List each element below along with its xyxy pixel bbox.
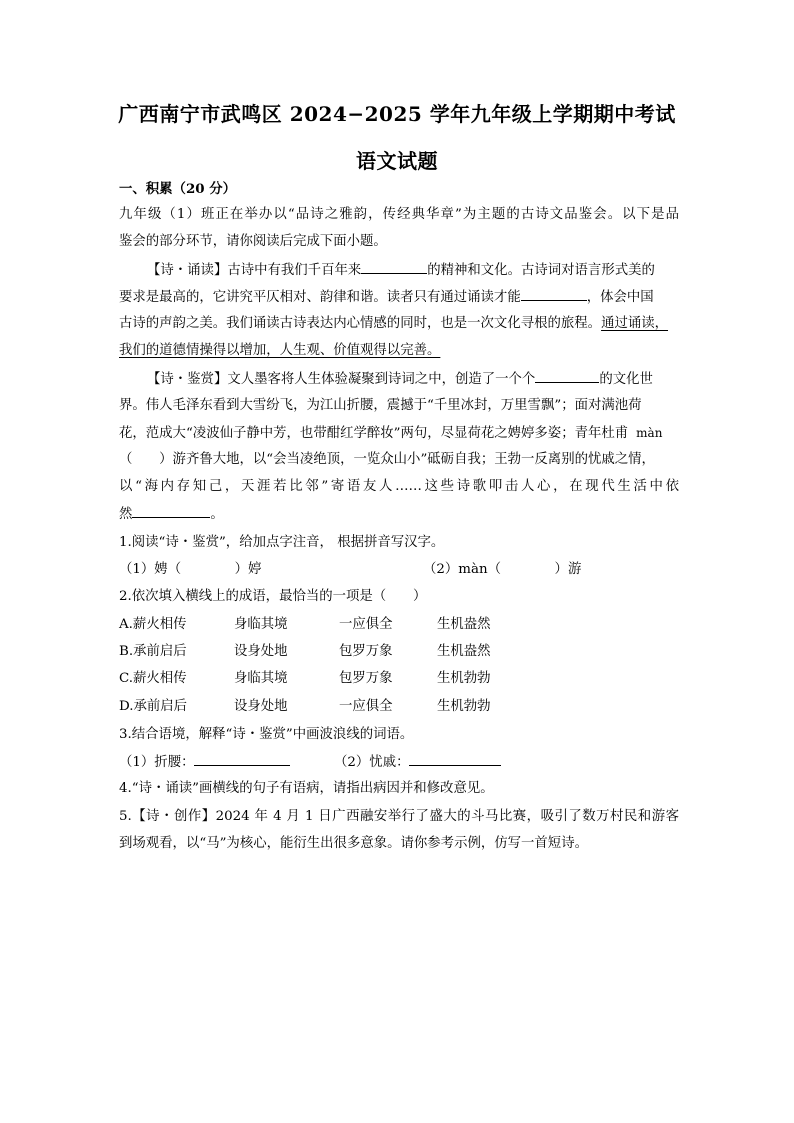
intro-line-2: 鉴会的部分环节，请你阅读后完成下面小题。 bbox=[119, 234, 387, 249]
question-1: 1.阅读“诗・鉴赏”，给加点字注音， 根据拼音写汉字。 bbox=[119, 535, 445, 550]
q3-item-1: （1）折腰： bbox=[119, 753, 290, 772]
option-b-1[interactable]: B.承前启后 bbox=[119, 644, 187, 659]
option-a-4: 生机盎然 bbox=[437, 617, 491, 632]
underlined-sentence: 我们的道德情操得以增加，人生观、价值观得以完善。 bbox=[119, 343, 441, 358]
question-4: 4.“诗・诵读”画横线的句子有语病，请指出病因并和修改意见。 bbox=[119, 781, 494, 796]
fill-blank[interactable] bbox=[361, 261, 427, 274]
fill-blank[interactable] bbox=[535, 370, 599, 383]
exam-subtitle: 语文试题 bbox=[356, 149, 438, 173]
underlined-sentence: 通过诵读， bbox=[601, 316, 669, 331]
fill-blank[interactable] bbox=[521, 288, 587, 301]
option-d-4: 生机勃勃 bbox=[437, 699, 491, 714]
para2-line-2: 界。伟人毛泽东看到大雪纷飞，为江山折腰，震撼于“千里冰封，万里雪飘”；面对满池荷 bbox=[119, 398, 642, 413]
option-c-4: 生机勃勃 bbox=[437, 671, 491, 686]
option-d-1[interactable]: D.承前启后 bbox=[119, 699, 188, 714]
intro-line-1: 九年级（1）班正在举办以“品诗之雅韵，传经典华章”为主题的古诗文品鉴会。以下是品 bbox=[119, 207, 679, 222]
exam-title: 广西南宁市武鸣区 2024−2025 学年九年级上学期期中考试 bbox=[118, 102, 676, 126]
option-a-1[interactable]: A.薪火相传 bbox=[119, 617, 187, 632]
question-5-line-2: 到场观看，以“马”为核心，能衍生出很多意象。请你参考示例，仿写一首短诗。 bbox=[119, 836, 588, 851]
option-b-3: 包罗万象 bbox=[339, 644, 393, 659]
option-a-3: 一应俱全 bbox=[339, 617, 393, 632]
q1-item-1[interactable]: （1）娉（ ）婷 bbox=[119, 562, 262, 577]
para2-line-1: 【诗・鉴赏】文人墨客将人生体验凝聚到诗词之中，创造了一个个 的文化世 bbox=[147, 372, 653, 387]
question-2: 2.依次填入横线上的成语，最恰当的一项是（ ） bbox=[119, 589, 427, 604]
q1-item-2[interactable]: （2）màn（ ）游 bbox=[423, 562, 582, 577]
option-d-2: 设身处地 bbox=[234, 699, 288, 714]
para2-line-4: （ ）游齐鲁大地，以“会当凌绝顶，一览众山小”砥砺自我；王勃一反离别的忧戚之情， bbox=[119, 452, 655, 467]
para1-line-2: 要求是最高的，它讲究平仄相对、韵律和谐。读者只有通过诵读才能 ，体会中国 bbox=[119, 290, 654, 305]
pinyin: màn bbox=[636, 426, 663, 440]
para1-line-4 bbox=[119, 342, 679, 360]
option-b-2: 设身处地 bbox=[234, 644, 288, 659]
fill-blank[interactable] bbox=[132, 505, 210, 518]
answer-blank[interactable] bbox=[194, 753, 290, 766]
option-d-3: 一应俱全 bbox=[339, 699, 393, 714]
para2-line-5: 以“海内存知己，天涯若比邻”寄语友人……这些诗歌叩击人心，在现代生活中依 bbox=[119, 479, 679, 494]
option-b-4: 生机盎然 bbox=[437, 644, 491, 659]
para2-line-3: 花，范成大“凌波仙子静中芳，也带酣红学醉妆”两句，尽显荷花之娉婷多姿；青年杜甫 màn bbox=[119, 426, 663, 441]
option-c-3: 包罗万象 bbox=[339, 671, 393, 686]
para1-line-1: 【诗・诵读】古诗中有我们千百年来 的精神和文化。古诗词对语言形式美的 bbox=[147, 263, 655, 278]
section-heading: 一、积累（20 分） bbox=[119, 181, 237, 197]
q3-item-2: （2）忧戚： bbox=[334, 753, 501, 772]
answer-blank[interactable] bbox=[409, 753, 501, 766]
option-a-2: 身临其境 bbox=[234, 617, 288, 632]
para2-line-6: 然 。 bbox=[119, 507, 224, 522]
question-3: 3.结合语境，解释“诗・鉴赏”中画波浪线的词语。 bbox=[119, 727, 414, 742]
question-5-line-1: 5.【诗・创作】2024 年 4 月 1 日广西融安举行了盛大的斗马比赛，吸引了数万村民和游客 bbox=[119, 809, 679, 824]
option-c-1[interactable]: C.薪火相传 bbox=[119, 671, 187, 686]
para1-line-3: 古诗的声韵之美。我们诵读古诗表达内心情感的同时，也是一次文化寻根的旅程。通过诵读， bbox=[119, 316, 669, 331]
option-c-2: 身临其境 bbox=[234, 671, 288, 686]
